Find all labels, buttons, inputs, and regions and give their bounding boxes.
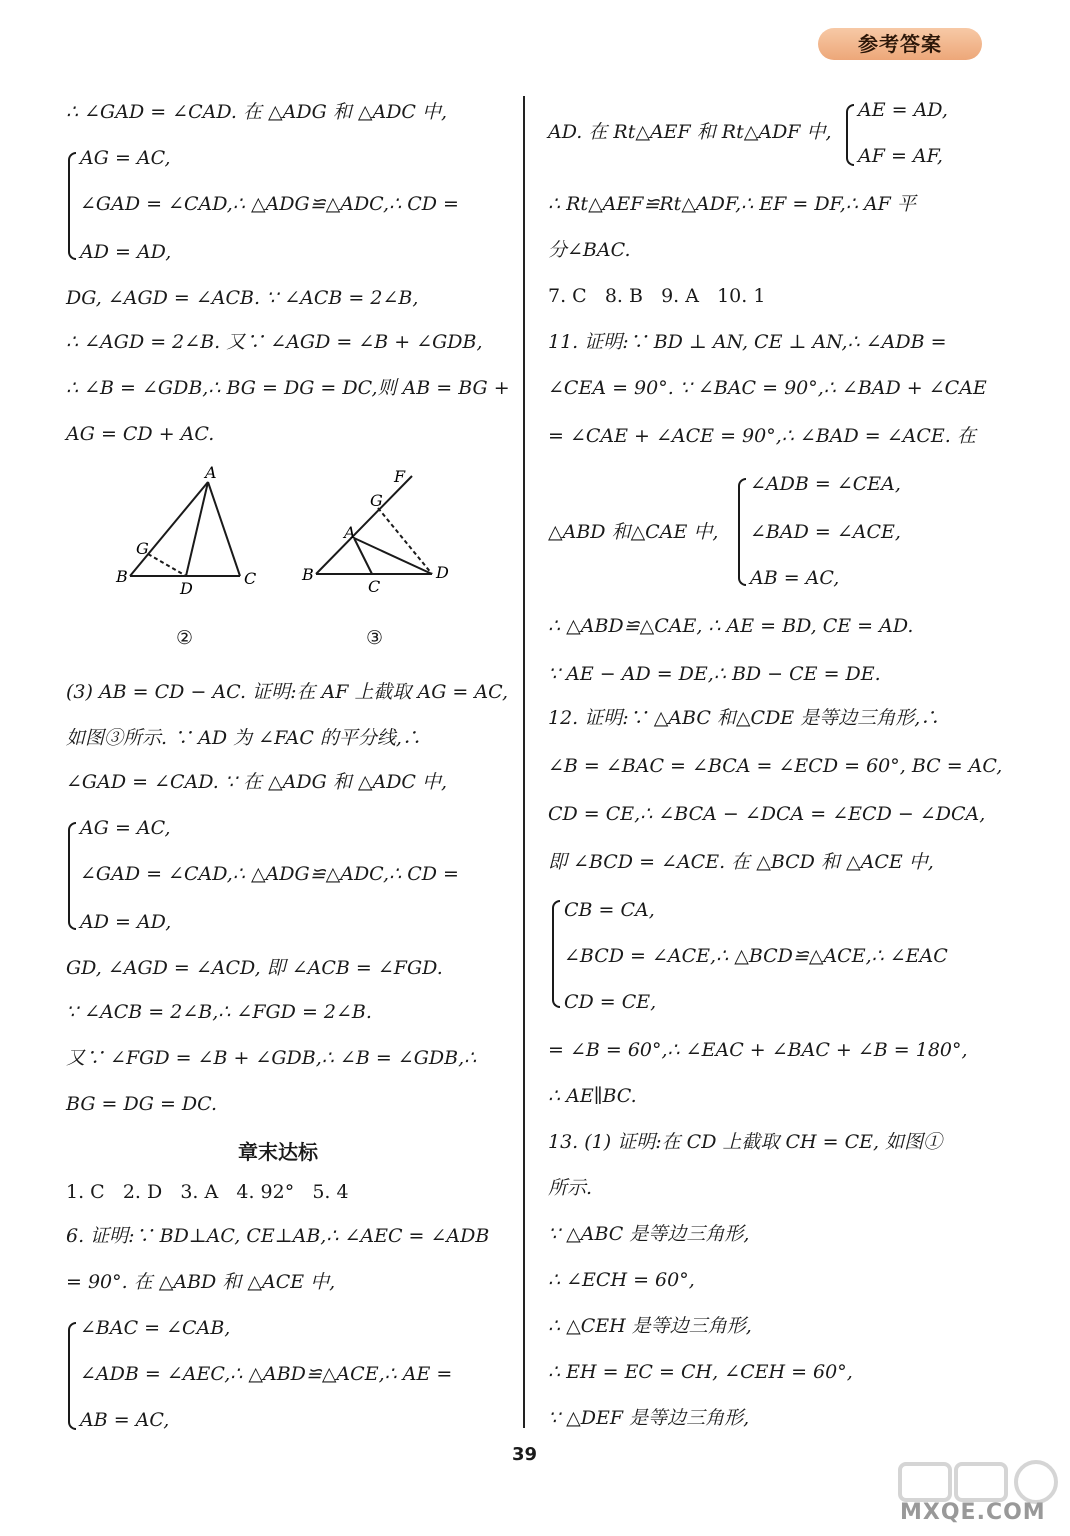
point-label: C	[244, 569, 257, 588]
brace	[738, 478, 746, 586]
text-line: AF = AF,	[858, 145, 943, 167]
text-line: ∴ Rt△AEF≌Rt△ADF,∴ EF = DF,∴ AF 平	[548, 193, 916, 215]
text-line: = 90°. 在 △ABD 和 △ACE 中,	[66, 1271, 336, 1293]
point-label: A	[205, 463, 217, 482]
text-line: AG = AC,	[80, 817, 171, 839]
text-line: CB = CA,	[564, 899, 655, 921]
text-line: 11. 证明:∵ BD ⊥ AN, CE ⊥ AN,∴ ∠ADB =	[548, 331, 947, 353]
section-title: 章末达标	[238, 1140, 318, 1164]
point-label: C	[368, 577, 381, 596]
brace	[846, 104, 854, 166]
text-line: AD. 在 Rt△AEF 和 Rt△ADF 中,	[548, 121, 832, 143]
text-line: AB = AC,	[80, 1409, 170, 1431]
brace	[68, 1322, 76, 1430]
brace	[68, 822, 76, 930]
text-line: ∵ AE − AD = DE,∴ BD − CE = DE.	[548, 663, 881, 685]
text-line: 12. 证明:∵ △ABC 和△CDE 是等边三角形,∴	[548, 707, 940, 729]
page-number: 39	[512, 1444, 538, 1465]
text-line: ∴ △CEH 是等边三角形,	[548, 1315, 752, 1337]
text-line: 所示.	[548, 1177, 593, 1199]
text-line: DG, ∠AGD = ∠ACB. ∵ ∠ACB = 2∠B,	[66, 287, 419, 309]
text-line: BG = DG = DC.	[66, 1093, 218, 1115]
text-line: AD = AD,	[80, 911, 172, 933]
figure-2	[110, 460, 270, 600]
brace	[552, 900, 560, 1008]
text-line: ∴ AE∥BC.	[548, 1085, 637, 1107]
text-line: ∵ △DEF 是等边三角形,	[548, 1407, 750, 1429]
figure-3	[296, 460, 466, 600]
text-line: 分∠BAC.	[548, 239, 631, 261]
text-line: 7. C 8. B 9. A 10. 1	[548, 285, 766, 307]
text-line: ∴ EH = EC = CH, ∠CEH = 60°,	[548, 1361, 853, 1383]
text-line: AG = AC,	[80, 147, 171, 169]
point-label: D	[180, 579, 193, 598]
text-line: ∠GAD = ∠CAD,∴ △ADG≌△ADC,∴ CD =	[80, 863, 459, 885]
text-line: ∵ ∠ACB = 2∠B,∴ ∠FGD = 2∠B.	[66, 1001, 372, 1023]
text-line: = ∠CAE + ∠ACE = 90°,∴ ∠BAD = ∠ACE. 在	[548, 425, 976, 447]
text-line: 如图③所示. ∵ AD 为 ∠FAC 的平分线,∴	[66, 727, 421, 749]
text-line: 即 ∠BCD = ∠ACE. 在 △BCD 和 △ACE 中,	[548, 851, 934, 873]
text-line: ∴ ∠AGD = 2∠B. 又∵ ∠AGD = ∠B + ∠GDB,	[66, 331, 483, 353]
text-line: CD = CE,∴ ∠BCA − ∠DCA = ∠ECD − ∠DCA,	[548, 803, 986, 825]
text-line: AE = AD,	[858, 99, 948, 121]
text-line: = ∠B = 60°,∴ ∠EAC + ∠BAC + ∠B = 180°,	[548, 1039, 968, 1061]
text-line: AD = AD,	[80, 241, 172, 263]
text-line: ∠ADB = ∠AEC,∴ △ABD≌△ACE,∴ AE =	[80, 1363, 453, 1385]
watermark-text: MXQE.COM	[900, 1500, 1046, 1525]
text-line: ∠BAC = ∠CAB,	[80, 1317, 231, 1339]
text-line: AB = AC,	[750, 567, 840, 589]
point-label: D	[436, 563, 449, 582]
column-divider	[523, 96, 525, 1428]
text-line: ∠GAD = ∠CAD. ∵ 在 △ADG 和 △ADC 中,	[66, 771, 448, 793]
text-line: ∴ ∠ECH = 60°,	[548, 1269, 695, 1291]
text-line: 13. (1) 证明:在 CD 上截取 CH = CE, 如图①	[548, 1131, 943, 1153]
text-line: 6. 证明:∵ BD⊥AC, CE⊥AB,∴ ∠AEC = ∠ADB	[66, 1225, 490, 1247]
text-line: ∠B = ∠BAC = ∠BCA = ∠ECD = 60°, BC = AC,	[548, 755, 1003, 777]
text-line: ∴ ∠B = ∠GDB,∴ BG = DG = DC,则 AB = BG +	[66, 377, 510, 399]
text-line: ∠ADB = ∠CEA,	[750, 473, 901, 495]
text-line: ∴ △ABD≌△CAE, ∴ AE = BD, CE = AD.	[548, 615, 914, 637]
point-label: G	[370, 491, 383, 510]
point-label: B	[302, 565, 314, 584]
point-label: G	[136, 539, 149, 558]
text-line: ∵ △ABC 是等边三角形,	[548, 1223, 750, 1245]
text-line: ∠BCD = ∠ACE,∴ △BCD≌△ACE,∴ ∠EAC	[564, 945, 948, 967]
text-line: ∴ ∠GAD = ∠CAD. 在 △ADG 和 △ADC 中,	[66, 101, 448, 123]
figure-label: ②	[176, 627, 194, 649]
text-line: ∠BAD = ∠ACE,	[750, 521, 901, 543]
text-line: 1. C 2. D 3. A 4. 92° 5. 4	[66, 1181, 349, 1203]
text-line: GD, ∠AGD = ∠ACD, 即 ∠ACB = ∠FGD.	[66, 957, 443, 979]
text-line: ∠CEA = 90°. ∵ ∠BAC = 90°,∴ ∠BAD + ∠CAE	[548, 377, 987, 399]
figure-label: ③	[366, 627, 384, 649]
point-label: F	[394, 467, 406, 486]
text-line: AG = CD + AC.	[66, 423, 215, 445]
text-line: 又∵ ∠FGD = ∠B + ∠GDB,∴ ∠B = ∠GDB,∴	[66, 1047, 477, 1069]
text-line: △ABD 和△CAE 中,	[548, 521, 719, 543]
text-line: (3) AB = CD − AC. 证明:在 AF 上截取 AG = AC,	[66, 681, 509, 703]
text-line: CD = CE,	[564, 991, 657, 1013]
point-label: A	[344, 523, 356, 542]
text-line: ∠GAD = ∠CAD,∴ △ADG≌△ADC,∴ CD =	[80, 193, 459, 215]
brace	[68, 152, 76, 260]
point-label: B	[116, 567, 128, 586]
answer-badge: 参考答案	[818, 28, 982, 60]
